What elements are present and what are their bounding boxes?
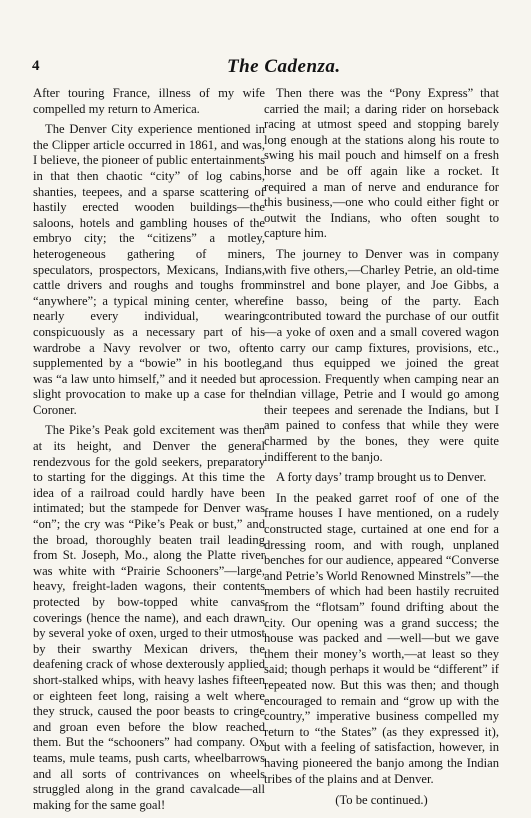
paragraph: The journey to Denver was in company with five others,—Charley Petrie, an old-time minstrel and bone player, and Joe Gibbs, a fine basso, being of the party. Each contributed toward the purchase of our outfit—a yoke of oxen and a small covered wagon to carry our camp fixtures, provisions, etc., and thus equipped we joined the great procession. Frequently when camping near an Indian village, Petrie and I would go among their teepees and serenade the Indians, but I am pained to confess that while they were charmed by the bones, they were quite indifferent to the banjo. — [264, 246, 499, 464]
paragraph: The Denver City experience mentioned in the Clipper article occurred in 1861, and was, I believe, the pioneer of public entertainments in that then chaotic “city” of log cabins, shanties, teepees, and a sparse scattering of hastily erected wooden buildings—the saloons, hotels and gambling houses of the embryo city; the “citizens” a motley, heterogeneous gathering of miners, speculators, prospectors, Mexicans, Indians, cattle drivers and roughs and toughs from “anywhere”; a typical mining center, where nearly every individual, wearing conspicuously as a necessary part of his wardrobe a Navy revolver or two, often supplemented by a “bowie” in his bootleg, was “a law unto himself,” and it needed but a slight provocation to make up a case for the Coroner. — [33, 122, 265, 417]
masthead-title: The Cadenza. — [227, 56, 341, 77]
continued-note: (To be continued.) — [335, 793, 428, 808]
page-header — [32, 58, 502, 80]
paragraph: In the peaked garret roof of one of the frame houses I have mentioned, on a rudely constructed stage, curtained at one end for a dressing room, and with rough, unplaned benches for our audience, appeared “Converse and Petrie’s World Renowned Minstrels”—the members of which had been hastily recruited from the “flotsam” found drifting about the city. Our opening was a grand success; the house was packed and —well—but we gave them their money’s worth,—at least so they said; though perhaps it would be “different” if repeated now. But this was then; and though encouraged to remain and “grow up with the country,” imperative business compelled my return to “the States” (as they expressed it), but with a feeling of satisfaction, however, in having pioneered the banjo among the Indian tribes of the plains and at Denver. — [264, 490, 499, 786]
paragraph: A forty days’ tramp brought us to Denver. — [276, 470, 487, 485]
left-column — [33, 86, 265, 818]
page-number: 4 — [32, 58, 40, 74]
paragraph: Then there was the “Pony Express” that carried the mail; a daring rider on horseback racing at utmost speed and stopping barely long enough at the stations along his route to swing his mail pouch and himself on a fresh horse and be off again like a rocket. It required a man of nerve and endurance for this business,—one who could either fight or outwit the Indians, who often sought to capture him. — [264, 86, 499, 241]
paragraph: The Pike’s Peak gold excitement was then at its height, and Denver the general rendezvous for the gold seekers, preparatory to starting for the diggings. At this time the idea of a railroad could hardly have been intimated; but the stampede for Denver was “on”; the cry was “Pike’s Peak or bust,” and the broad, thoroughly beaten trail leading from St. Joseph, Mo., along the Platte river was white with “Prairie Schooners”—large, heavy, freight-laden wagons, their contents protected by bow-topped white canvas coverings (hence the name), and each drawn by several yoke of oxen, urged to their utmost by their swarthy Mexican drivers, the deafening crack of whose dexterously applied short-stalked whips, with heavy lashes fifteen or eighteen feet long, raising a welt where they struck, caused the poor beasts to cringe and groan even before the blow reached them. But the “schooners” had company. Ox teams, mule teams, push carts, wheelbarrows and all sorts of contrivances on wheels struggled along in the grand cavalcade—all making for the same goal! — [33, 423, 265, 812]
paragraph: After touring France, illness of my wife compelled my return to America. — [33, 86, 265, 116]
right-column — [264, 86, 499, 814]
